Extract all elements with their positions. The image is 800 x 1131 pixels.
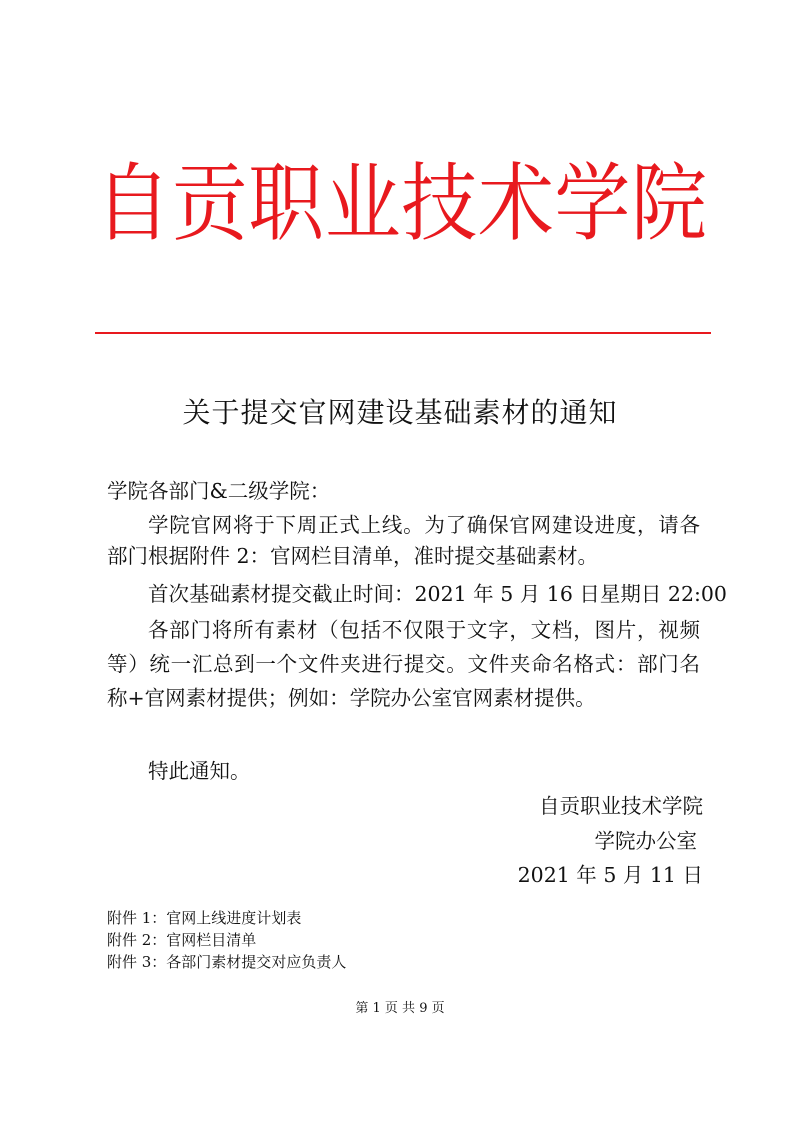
signature-date: 2021 年 5 月 11 日 — [517, 863, 703, 887]
letterhead-char: 院 — [630, 153, 707, 254]
attachment-item: 附件 2：官网栏目清单 — [107, 931, 257, 949]
paragraph-line: 部门根据附件 2：官网栏目清单，准时提交基础素材。 — [107, 544, 599, 568]
attachment-item: 附件 1：官网上线进度计划表 — [107, 909, 302, 927]
letterhead-char: 自 — [95, 153, 171, 254]
signature-org: 自贡职业技术学院 — [539, 794, 703, 818]
page-number: 第 1 页 共 9 页 — [355, 1001, 445, 1016]
paragraph-line: 称+官网素材提供；例如：学院办公室官网素材提供。 — [107, 686, 596, 710]
letterhead-char: 贡 — [171, 153, 248, 254]
attachment-item: 附件 3：各部门素材提交对应负责人 — [107, 953, 347, 971]
closing-line: 特此通知。 — [148, 759, 251, 783]
letterhead-char: 学 — [554, 153, 631, 254]
letterhead-divider — [95, 332, 711, 334]
paragraph-line: 等）统一汇总到一个文件夹进行提交。文件夹命名格式：部门名 — [107, 652, 700, 676]
paragraph-line: 各部门将所有素材（包括不仅限于文字，文档，图片，视频 — [148, 618, 700, 642]
letterhead — [95, 150, 707, 258]
letterhead-char: 技 — [401, 153, 478, 254]
salutation: 学院各部门&二级学院： — [107, 479, 331, 503]
paragraph-line: 学院官网将于下周正式上线。为了确保官网建设进度，请各 — [148, 513, 700, 537]
signature-office: 学院办公室 — [594, 829, 697, 853]
letterhead-char: 业 — [324, 153, 401, 254]
deadline-line: 首次基础素材提交截止时间：2021 年 5 月 16 日星期日 22:00 — [148, 582, 727, 606]
letterhead-char: 术 — [477, 153, 554, 254]
letterhead-char: 职 — [248, 153, 325, 254]
document-title: 关于提交官网建设基础素材的通知 — [182, 396, 618, 429]
